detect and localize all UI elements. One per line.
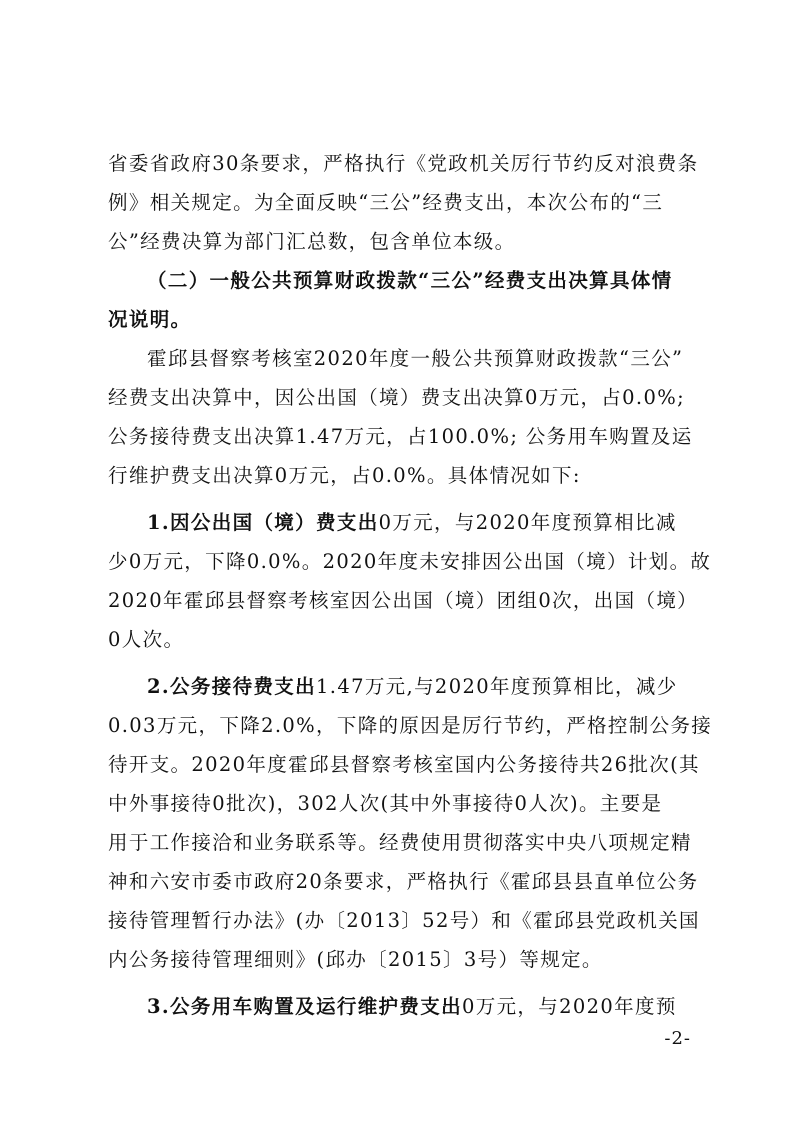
item-2-text: 1.47万元,与2020年度预算相比，减少 <box>316 675 678 698</box>
section-heading-line-2: 况说明。 <box>108 308 192 331</box>
item-3-text: 0万元，与2020年度预 <box>461 995 677 1018</box>
item-2-line-5: 用于工作接洽和业务联系等。经费使用贯彻落实中央八项规定精 <box>108 831 692 854</box>
item-2-line-3: 待开支。2020年度霍邱县督察考核室国内公务接待共26批次(其 <box>108 753 700 776</box>
item-1-line-2: 少0万元，下降0.0%。2020年度未安排因公出国（境）计划。故 <box>108 550 712 573</box>
item-2-line-8: 内公务接待管理细则》(邱办〔2015〕3号）等规定。 <box>108 948 603 971</box>
item-1-text: 0万元，与2020年度预算相比减 <box>378 511 677 534</box>
item-2-line-2: 0.03万元，下降2.0%，下降的原因是厉行节约，严格控制公务接 <box>108 714 713 737</box>
text-line-2: 例》相关规定。为全面反映“三公”经费支出，本次公布的“三 <box>108 191 664 214</box>
item-2-line-7: 接待管理暂行办法》(办〔2013〕52号）和《霍邱县党政机关国 <box>108 909 700 932</box>
item-2-heading: 2.公务接待费支出 <box>147 675 317 698</box>
item-1-heading: 1.因公出国（境）费支出 <box>147 511 379 534</box>
text-line-7: 经费支出决算中，因公出国（境）费支出决算0万元，占0.0%; <box>108 386 686 409</box>
text-line-3: 公”经费决算为部门汇总数，包含单位本级。 <box>108 230 516 253</box>
section-heading-line-1: （二）一般公共预算财政拨款“三公”经费支出决算具体情 <box>147 269 673 292</box>
item-3-heading: 3.公务用车购置及运行维护费支出 <box>147 995 462 1018</box>
text-line-8: 公务接待费支出决算1.47万元，占100.0%; 公务用车购置及运 <box>108 425 693 448</box>
item-2-line-6: 神和六安市委市政府20条要求，严格执行《霍邱县县直单位公务 <box>108 870 699 893</box>
item-1-line-1 <box>108 503 692 542</box>
item-3-line-1 <box>108 987 692 1026</box>
item-1-line-4: 0人次。 <box>108 628 185 651</box>
page-number: -2- <box>664 1028 691 1049</box>
item-2-line-4: 中外事接待0批次)，302人次(其中外事接待0人次)。主要是 <box>108 792 663 815</box>
text-line-6: 霍邱县督察考核室2020年度一般公共预算财政拨款“三公” <box>147 347 684 370</box>
text-line-9: 行维护费支出决算0万元，占0.0%。具体情况如下: <box>108 464 581 487</box>
document-body <box>108 144 713 1026</box>
text-line-1: 省委省政府30条要求，严格执行《党政机关厉行节约反对浪费条 <box>108 152 699 175</box>
item-2-line-1 <box>108 667 692 706</box>
item-1-line-3: 2020年霍邱县督察考核室因公出国（境）团组0次，出国（境） <box>108 589 699 612</box>
